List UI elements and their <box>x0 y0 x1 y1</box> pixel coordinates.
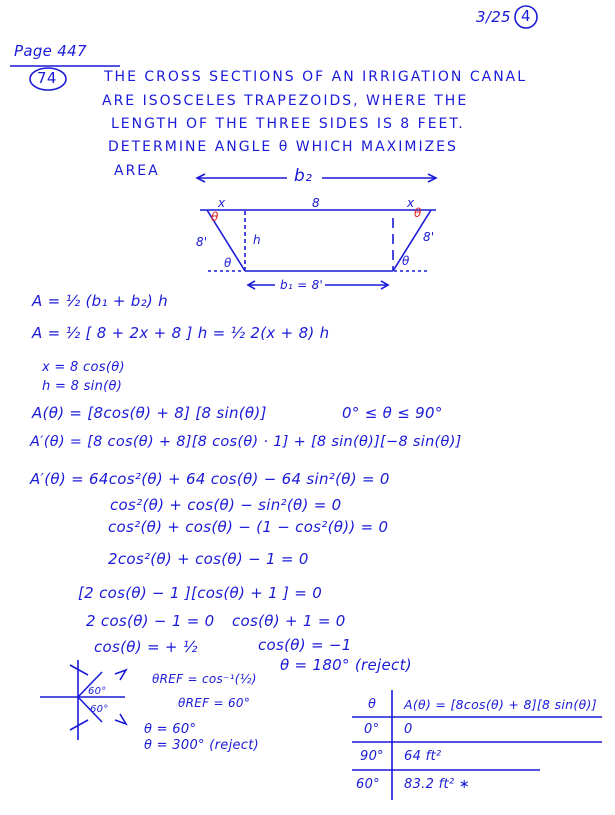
label-theta-bottom-left: θ <box>224 256 232 270</box>
answer-2: θ = 300° (reject) <box>144 738 259 753</box>
page-number: 4 <box>521 7 531 25</box>
label-b2: b₂ <box>294 166 313 186</box>
work-line-8: cos²(θ) + cos(θ) − sin²(θ) = 0 <box>110 496 342 514</box>
answer-1: θ = 60° <box>144 722 197 737</box>
work-line-5: A(θ) = [8cos(θ) + 8] [8 sin(θ)] <box>32 404 267 422</box>
problem-line-1: THE CROSS SECTIONS OF AN IRRIGATION CANAL <box>104 69 528 85</box>
label-b1: b₁ = 8' <box>280 278 324 292</box>
sketch-arrow-down <box>115 714 126 724</box>
table-header-area: A(θ) = [8cos(θ) + 8][8 sin(θ)] <box>404 697 597 712</box>
date: 3/25 <box>476 8 511 26</box>
problem-line-3: LENGTH OF THE THREE SIDES IS 8 FEET. <box>111 116 465 132</box>
sketch-angle-2: 60° <box>90 704 109 715</box>
problem-line-5: AREA <box>114 163 160 179</box>
table-row-2-theta: 90° <box>360 749 384 764</box>
sketch-arrow-up <box>115 670 126 680</box>
label-x-right: x <box>407 196 415 210</box>
work-line-5b: 0° ≤ θ ≤ 90° <box>342 404 443 422</box>
work-line-14b: θ = 180° (reject) <box>280 656 412 674</box>
work-line-12b: cos(θ) + 1 = 0 <box>232 612 346 630</box>
table-row-2-area: 64 ft² <box>404 749 442 764</box>
work-line-13b: cos(θ) = −1 <box>258 636 352 654</box>
table-header-theta: θ <box>368 697 377 712</box>
label-theta-bottom-right: θ <box>402 254 410 268</box>
work-line-11: [2 cos(θ) − 1 ][cos(θ) + 1 ] = 0 <box>78 584 323 602</box>
work-line-13a: cos(θ) = + ½ <box>94 638 198 656</box>
label-x-left: x <box>218 196 226 210</box>
sketch-angle-1: 60° <box>88 686 107 697</box>
work-line-2: A = ½ [ 8 + 2x + 8 ] h = ½ 2(x + 8) h <box>32 324 330 342</box>
problem-number: 74 <box>37 69 57 87</box>
page-ref: Page 447 <box>14 42 87 60</box>
label-side-right: 8' <box>423 230 435 244</box>
table-row-1-area: 0 <box>404 722 413 737</box>
work-line-4: h = 8 sin(θ) <box>42 379 123 394</box>
work-line-10: 2cos²(θ) + cos(θ) − 1 = 0 <box>108 550 309 568</box>
table-row-3-area: 83.2 ft² ∗ <box>404 777 470 792</box>
table-row-1-theta: 0° <box>364 722 380 737</box>
sketch-tick-2 <box>70 720 88 730</box>
work-line-12a: 2 cos(θ) − 1 = 0 <box>86 612 215 630</box>
work-line-3: x = 8 cos(θ) <box>42 360 125 375</box>
table-row-3-theta: 60° <box>356 777 380 792</box>
label-theta-top-left: θ <box>211 210 219 224</box>
work-line-6: A′(θ) = [8 cos(θ) + 8][8 cos(θ) · 1] + [8 sin(θ)][−8 sin(θ)] <box>30 434 462 450</box>
label-h: h <box>253 233 261 247</box>
problem-line-2: ARE ISOSCELES TRAPEZOIDS, WHERE THE <box>102 93 469 109</box>
ref-angle-2: θREF = 60° <box>178 696 251 710</box>
work-line-7: A′(θ) = 64cos²(θ) + 64 cos(θ) − 64 sin²(θ) = 0 <box>30 470 390 488</box>
label-top-8: 8 <box>312 196 320 210</box>
ref-angle-1: θREF = cos⁻¹(½) <box>152 672 257 686</box>
label-theta-top-right: θ <box>414 206 422 220</box>
work-line-9: cos²(θ) + cos(θ) − (1 − cos²(θ)) = 0 <box>108 518 389 536</box>
work-line-1: A = ½ (b₁ + b₂) h <box>32 292 168 310</box>
label-side-left: 8' <box>196 235 208 249</box>
sketch-tick-1 <box>70 665 88 675</box>
problem-line-4: DETERMINE ANGLE θ WHICH MAXIMIZES <box>108 139 458 155</box>
